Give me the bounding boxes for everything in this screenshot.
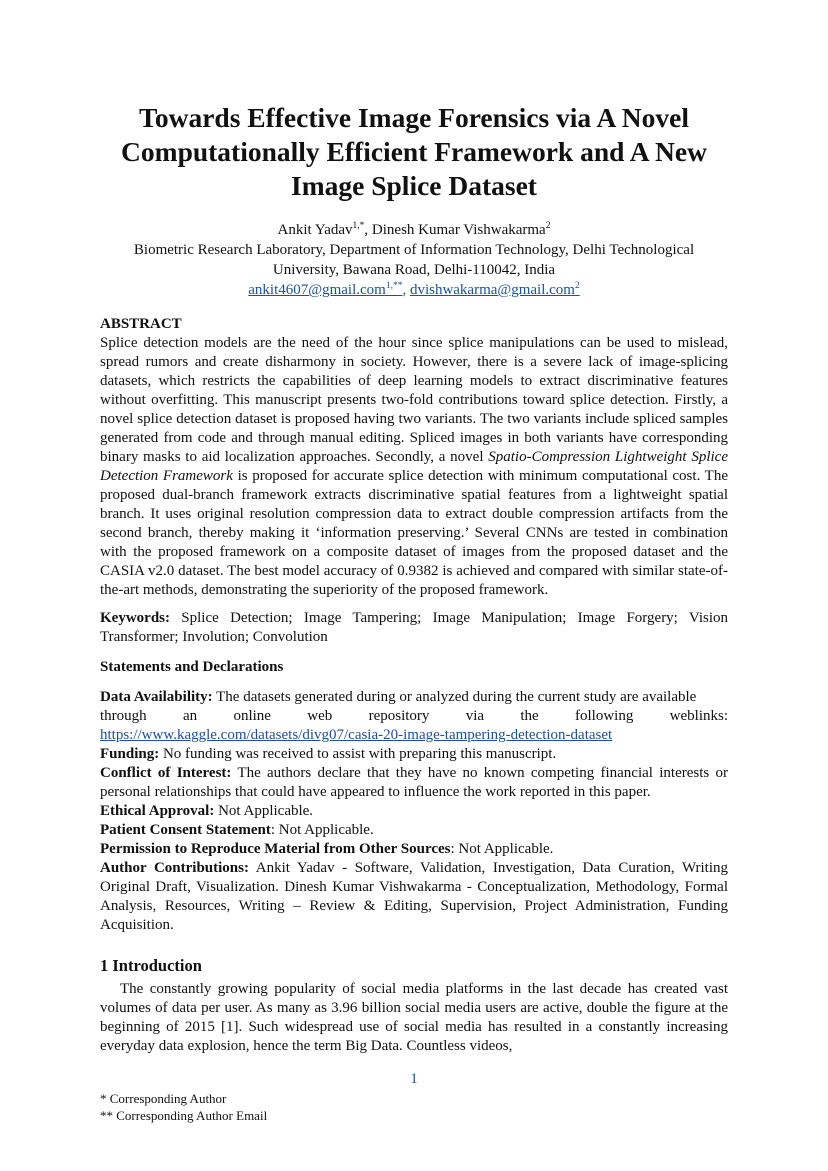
consent-text: : Not Applicable.: [270, 822, 374, 838]
keywords-section: [100, 609, 728, 647]
data-availability: [100, 688, 728, 707]
contributions-text: Ankit Yadav - Software, Validation, Investigation, Data Curation, Writing Original Draft, Visualization. Dinesh Kumar Vishwakarma - Conceptualization, Methodology, Formal Analysis, Resources, Writing – Review & Editing, Supervision, Project Administration, Funding Acquisition.: [100, 860, 728, 933]
author-block: [60, 220, 768, 300]
footnote-2: ** Corresponding Author Email: [100, 1108, 268, 1123]
funding-text: No funding was received to assist with preparing this manuscript.: [159, 746, 557, 762]
permission-label: Permission to Reproduce Material from Other Sources: [100, 841, 451, 857]
consent-label: Patient Consent Statement: [100, 822, 271, 838]
statements-section: [100, 688, 728, 935]
abstract-heading: ABSTRACT: [100, 316, 182, 332]
keywords-label: Keywords:: [100, 610, 170, 626]
footnotes: [100, 1090, 267, 1124]
funding-statement: [100, 745, 728, 764]
permission-statement: [100, 840, 728, 859]
page-number: 1: [410, 1071, 418, 1087]
dataset-link[interactable]: https://www.kaggle.com/datasets/divg07/casia-20-image-tampering-detection-dataset: [100, 727, 613, 743]
statements-heading: [100, 658, 728, 677]
email-link-2[interactable]: [410, 282, 580, 298]
data-availability-label: Data Availability:: [100, 689, 213, 705]
author-1-affil: 1,*: [352, 221, 365, 231]
email-2-text: dvishwakarma@gmail.com: [409, 282, 575, 298]
email-1-sup: 1,**: [385, 281, 403, 291]
paper-title: [60, 101, 768, 203]
author-1: Ankit Yadav: [277, 222, 353, 238]
title-line-1: Towards Effective Image Forensics via A Novel: [139, 102, 689, 133]
keywords-text: Splice Detection; Image Tampering; Image Manipulation; Image Forgery; Vision Transformer; Involution; Convolution: [100, 610, 728, 645]
introduction-text: The constantly growing popularity of social media platforms in the last decade has created vast volumes of data per user. As many as 3.96 billion social media users are active, double the figure at the beginning of 2015 [1]. Such widespread use of social media has resulted in a constantly increasing everyday data explosion, hence the term Big Data. Countless videos,: [100, 981, 728, 1054]
author-2-affil: 2: [545, 221, 551, 231]
abstract-text: [100, 334, 728, 600]
abstract-text-part-1: Splice detection models are the need of the hour since splice manipulations can be used to mislead, spread rumors and create disharmony in society. However, there is a severe lack of image-splicing datasets, which restricts the capabilities of deep learning models to extract discriminative features without overfitting. This manuscript presents two-fold contributions toward splice detection. Firstly, a novel splice detection dataset is proposed having two variants. The two variants include spliced samples generated from code and through manual editing. Spliced images in both variants have corresponding binary masks to aid localization approaches. Secondly, a novel: [100, 335, 728, 465]
title-line-2: Computationally Efficient Framework and A New: [121, 136, 707, 167]
ethical-statement: [100, 802, 728, 821]
funding-label: Funding:: [100, 746, 160, 762]
email-link-1[interactable]: [248, 282, 402, 298]
author-2: Dinesh Kumar Vishwakarma: [371, 222, 546, 238]
ethical-text: Not Applicable.: [214, 803, 314, 819]
contributions-label: Author Contributions:: [100, 860, 249, 876]
affiliation-line-1: Biometric Research Laboratory, Department of Information Technology, Delhi Technological: [133, 242, 695, 258]
abstract-framework-name: Spatio-Compression Lightweight Splice Detection Framework: [100, 449, 728, 484]
abstract-text-part-2: is proposed for accurate splice detection with minimum computational cost. The proposed dual-branch framework extracts discriminative spatial features from a lightweight spatial branch. It uses original resolution compression data to extract double compression artifacts from the second branch, thereby making it ‘information preserving.’ Several CNNs are tested in combination with the proposed framework on a composite dataset of images from the proposed dataset and the CASIA v2.0 dataset. The best model accuracy of 0.9382 is achieved and compared with similar state-of-the-art methods, demonstrating the superiority of the proposed framework.: [100, 468, 728, 598]
email-1-text: ankit4607@gmail.com: [248, 282, 386, 298]
conflict-statement: [100, 764, 728, 802]
ethical-label: Ethical Approval:: [100, 803, 215, 819]
email-2-sup: 2: [574, 281, 580, 291]
author-emails: [60, 280, 768, 300]
conflict-text: The authors declare that they have no known competing financial interests or personal relationships that could have appeared to influence the work reported in this paper.: [100, 765, 728, 800]
data-availability-line-1: The datasets generated during or analyzed during the current study are available: [212, 689, 697, 705]
statements-heading-text: Statements and Declarations: [100, 659, 284, 675]
email-separator: ,: [402, 282, 410, 298]
contributions-statement: [100, 859, 728, 935]
permission-text: : Not Applicable.: [450, 841, 554, 857]
footnote-1: * Corresponding Author: [100, 1091, 227, 1106]
consent-statement: [100, 821, 728, 840]
author-separator: ,: [364, 222, 372, 238]
affiliation-line-2: University, Bawana Road, Delhi-110042, India: [272, 262, 556, 278]
author-names: [60, 220, 768, 240]
title-line-3: Image Splice Dataset: [291, 170, 537, 201]
abstract-section: [100, 315, 728, 600]
data-availability-line-2: through an online web repository via the following weblinks:: [100, 708, 728, 724]
introduction-heading: 1 Introduction: [100, 956, 202, 975]
conflict-label: Conflict of Interest:: [100, 765, 232, 781]
